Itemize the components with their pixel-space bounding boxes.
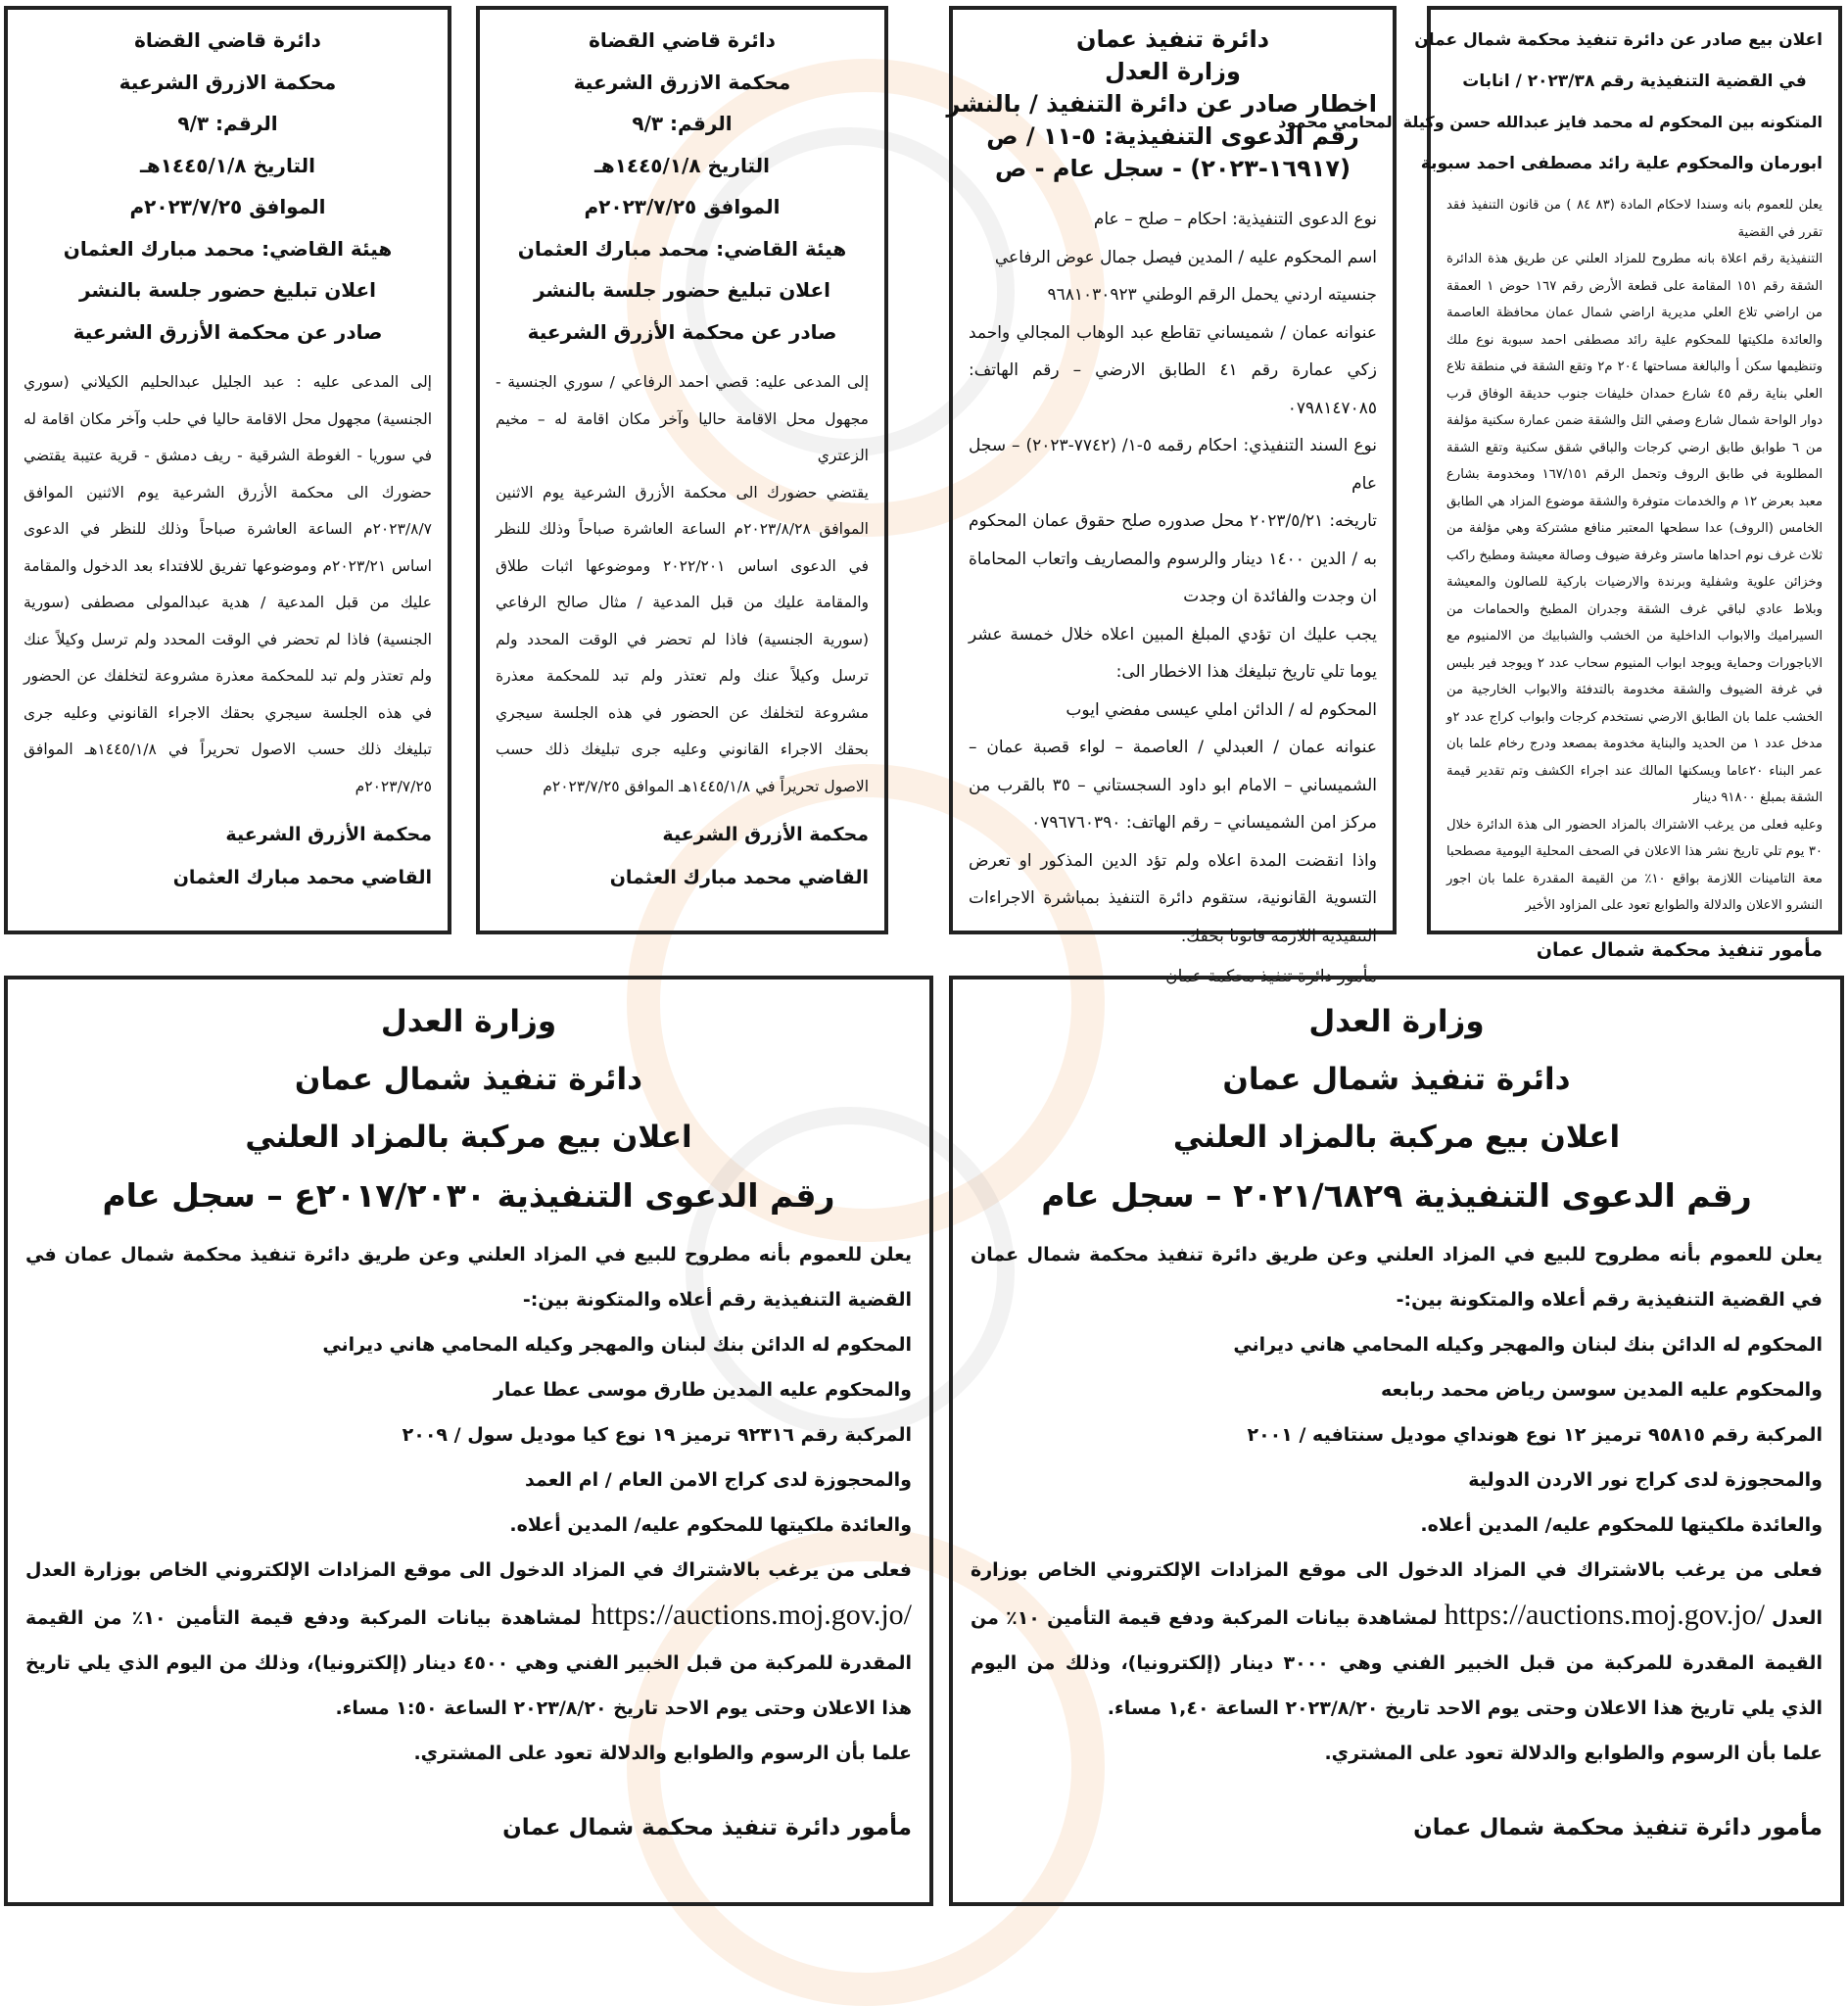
heading-line: (١٦٩١٧-٢٠٢٣) - سجل عام - ص xyxy=(994,155,1351,182)
paragraph: عنوانه عمان / العبدلي / العاصمة – لواء قصبة عمان – الشميساني – الامام ابو داود السجستاني – ٣٥ بالقرب من مركز امن الشميساني – رقم الهاتف: ٠٧٩٦٧٦٠٣٩٠ xyxy=(969,738,1377,833)
paragraph: علما بأن الرسوم والطوابع والدلالة تعود على المشتري. xyxy=(413,1743,912,1764)
paragraph: علما بأن الرسوم والطوابع والدلالة تعود على المشتري. xyxy=(1324,1743,1823,1764)
paragraph: نوع السند التنفيذي: احكام رقمه ٥-١/ (٧٧٤٢-٢٠٢٣) – سجل عام xyxy=(969,436,1377,494)
paragraph: جنسيته اردني يحمل الرقم الوطني ٩٦٨١٠٣٠٩٢٣ xyxy=(1047,285,1377,305)
notice-heading xyxy=(946,24,1377,185)
signature-court: محكمة الأزرق الشرعية xyxy=(225,824,432,845)
paragraph: والعائدة ملكيتها للمحكوم عليه/ المدين أعلاه. xyxy=(1420,1514,1823,1536)
text: لمشاهدة بيانات المركبة ودفع قيمة التأمين ١٠٪ من القيمة المقدرة للمركبة من قبل الخبير الفني وهي ٤٥٠٠ دينار (إلكترونيا)، وذلك من اليوم الذي يلي تاريخ هذا الاعلان وحتى يوم الاحد تاريخ ٢٠٢٣/٨/٢٠ الساعة ١:٥٠ مساء. xyxy=(25,1607,912,1719)
heading-line: التاريخ ١٤٤٥/١/٨هـ xyxy=(593,153,770,177)
paragraph: يعلن للعموم بانه وسندا لاحكام المادة (٨٣ ٨٤ ) من قانون التنفيذ فقد تقرر في القضية xyxy=(1446,198,1823,240)
signature: مأمور تنفيذ محكمة شمال عمان xyxy=(1536,938,1823,961)
heading-line: التاريخ ١٤٤٥/١/٨هـ xyxy=(139,153,315,177)
heading-line: دائرة تنفيذ شمال عمان xyxy=(1222,1062,1571,1097)
heading-line: اعلان تبليغ حضور جلسة بالنشر xyxy=(533,278,830,302)
signature: مأمور دائرة تنفيذ محكمة عمان xyxy=(1165,967,1377,986)
notice-body xyxy=(25,1232,912,1776)
signature-judge: القاضي محمد مبارك العثمان xyxy=(172,867,432,888)
heading-line: اعلان بيع صادر عن دائرة تنفيذ محكمة شمال عمان xyxy=(1414,30,1823,50)
paragraph: المركبة رقم ٩٥٨١٥ ترميز ١٢ نوع هونداي موديل سنتافيه / ٢٠٠١ xyxy=(1247,1424,1823,1446)
heading-line: الرقم: ٩/٣ xyxy=(177,112,278,135)
paragraph: وعليه فعلى من يرغب الاشتراك بالمزاد الحضور الى هذة الدائرة خلال ٣٠ يوم تلي تاريخ نشر هذا الاعلان في الصحف المحلية اليومية مصطحبا معة التامينات اللازمة بواقع ١٠٪ من القيمة المقدرة علما بان اجور النشرو الاعلان والدلالة والطوابع تعود على المزاود الأخير xyxy=(1446,817,1823,913)
notice-body xyxy=(496,364,869,805)
notice-vehicle-auction xyxy=(4,976,933,1906)
signature: مأمور دائرة تنفيذ محكمة شمال عمان xyxy=(502,1815,912,1840)
notice-heading xyxy=(971,993,1823,1224)
heading-line: الموافق ٢٠٢٣/٧/٢٥م xyxy=(129,195,326,218)
auction-url-link[interactable]: https://auctions.moj.gov.jo/ xyxy=(1444,1599,1765,1631)
heading-line: اعلان بيع مركبة بالمزاد العلني xyxy=(245,1120,692,1155)
heading-line: رقم الدعوى التنفيذية ٢٠١٧/٢٠٣٠ع – سجل عام xyxy=(102,1176,835,1215)
heading-line: محكمة الازرق الشرعية xyxy=(573,70,791,94)
paragraph: يعلن للعموم بأنه مطروح للبيع في المزاد العلني وعن طريق دائرة تنفيذ محكمة شمال عمان في القضية التنفيذية رقم أعلاه والمتكونة بين:- xyxy=(971,1244,1823,1311)
heading-line: محكمة الازرق الشرعية xyxy=(118,70,337,94)
heading-line: المتكونه بين المحكوم له محمد فايز عبدالله حسن وكيلة المحامي محمود xyxy=(1278,113,1823,131)
auction-url-link[interactable]: https://auctions.moj.gov.jo/ xyxy=(591,1599,913,1631)
paragraph: إلى المدعى عليه: قصي احمد الرفاعي / سوري الجنسية - مجهول محل الاقامة حاليا وآخر مكان اقامة له – مخيم الزعتري xyxy=(496,373,869,464)
signature-court: محكمة الأزرق الشرعية xyxy=(662,824,869,845)
paragraph: نوع الدعوى التنفيذية: احكام – صلح – عام xyxy=(1093,210,1377,229)
paragraph: اسم المحكوم عليه / المدين فيصل جمال عوض الرفاعي xyxy=(994,247,1377,267)
heading-line: رقم الدعوى التنفيذية ٢٠٢١/٦٨٢٩ – سجل عام xyxy=(1041,1176,1752,1215)
paragraph: يقتضي حضورك الى محكمة الأزرق الشرعية يوم الاثنين الموافق ٢٠٢٣/٨/٢٨م الساعة العاشرة صباحاً وذلك للنظر في الدعوى اساس ٢٠٢٢/٢٠١ وموضوعها اثبات طلاق والمقامة عليك من قبل المدعية / مثال صالح الرفاعي (سورية الجنسية) فاذا لم تحضر في الوقت المحدد ولم ترسل وكيلاً عنك ولم تعتذر ولم تبد للمحكمة معذرة مشروعة لتخلفك عن الحضور في هذه الجلسة سيجري بحقك الاجراء القانوني وعليه جرى تبليغك ذلك حسب الاصول تحريراً في ١٤٤٥/١/٨هـ الموافق ٢٠٢٣/٧/٢٥م xyxy=(496,483,869,795)
heading-line: اعلان بيع مركبة بالمزاد العلني xyxy=(1172,1120,1621,1155)
heading-line: صادر عن محكمة الأزرق الشرعية xyxy=(72,319,383,344)
paragraph: واذا انقضت المدة اعلاه ولم تؤد الدين المذكور او تعرض التسوية القانونية، ستقوم دائرة التنفيذ بمباشرة الاجراءات التنفيذية اللازمة قانونا بحقك. xyxy=(969,850,1377,946)
paragraph: عنوانه عمان / شميساني تقاطع عبد الوهاب المجالي واحمد زكي عمارة رقم ٤١ الطابق الارضي – رقم الهاتف: ٠٧٩٨١٤٧٠٨٥ xyxy=(969,322,1377,418)
notice-heading xyxy=(1278,20,1823,184)
notice-execution-warning xyxy=(946,6,1397,986)
notice-court-summons xyxy=(476,6,888,934)
notice-body xyxy=(1446,192,1823,920)
paragraph: يجب عليك ان تؤدي المبلغ المبين اعلاه خلال خمسة عشر يوما تلي تاريخ تبليغك هذا الاخطار الى: xyxy=(969,624,1377,682)
heading-line: رقم الدعوى التنفيذية: ٥-١١ / ص xyxy=(986,122,1359,150)
heading-line: وزارة العدل xyxy=(1308,1004,1485,1039)
notice-vehicle-auction xyxy=(949,976,1844,1906)
notice-body xyxy=(969,201,1377,955)
notice-apartment-sale xyxy=(1278,6,1842,961)
paragraph: المحكوم له / الدائن املي عيسى مفضي ايوب xyxy=(1066,699,1377,720)
paragraph: إلى المدعى عليه : عبد الجليل عبدالحليم الكيلاني (سوري الجنسية) مجهول محل الاقامة حاليا في حلب وآخر مكان اقامة له في سوريا - الغوطة الشرقية - ريف دمشق - قرية عتيبة يقتضي حضورك الى محكمة الأزرق الشرعية يوم الاثنين الموافق ٢٠٢٣/٨/٧م الساعة العاشرة صباحاً وذلك للنظر في الدعوى اساس ٢٠٢٣/٢١م وموضوعها تفريق للافتداء بعد الدخول والمقامة عليك من قبل المدعية / هدية عبدالمولى مصطفى (سورية الجنسية) فاذا لم تحضر في الوقت المحدد ولم ترسل وكيلاً عنك ولم تعتذر ولم تبد للمحكمة معذرة مشروعة لتخلفك عن الحضور في هذه الجلسة سيجري بحقك الاجراء القانوني وعليه جرى تبليغك ذلك حسب الاصول تحريراً في ١٤٤٥/١/٨هـ الموافق ٢٠٢٣/٧/٢٥م xyxy=(24,373,432,795)
paragraph: والمحجوزة لدى كراج نور الاردن الدولية xyxy=(1468,1469,1823,1491)
heading-line: اعلان تبليغ حضور جلسة بالنشر xyxy=(78,278,376,302)
paragraph: والمحكوم عليه المدين سوسن رياض محمد ربابعه xyxy=(1381,1379,1823,1401)
heading-line: وزارة العدل xyxy=(1105,58,1241,85)
heading-line: دائرة تنفيذ عمان xyxy=(1075,25,1270,53)
heading-line: دائرة تنفيذ شمال عمان xyxy=(294,1062,643,1097)
heading-line: هيئة القاضي: محمد مبارك العثمان xyxy=(517,236,847,261)
heading-line: اخطار صادر عن دائرة التنفيذ / بالنشر xyxy=(946,90,1377,118)
heading-line: ابورمان والمحكوم علية رائد مصطفى احمد سبوبة xyxy=(1420,154,1823,173)
signature: مأمور دائرة تنفيذ محكمة شمال عمان xyxy=(1413,1815,1823,1840)
paragraph: المحكوم له الدائن بنك لبنان والمهجر وكيله المحامي هاني ديراني xyxy=(1233,1334,1823,1356)
notice-heading xyxy=(496,20,869,353)
paragraph xyxy=(971,1548,1823,1731)
heading-line: صادر عن محكمة الأزرق الشرعية xyxy=(527,319,837,344)
heading-line: وزارة العدل xyxy=(380,1004,557,1039)
paragraph: تاريخه: ٢٠٢٣/٥/٢١ محل صدوره صلح حقوق عمان المحكوم به / الدين ١٤٠٠ دينار والرسوم والمصاريف واتعاب المحاماة ان وجدت والفائدة ان وجدت xyxy=(969,511,1378,606)
heading-line: الرقم: ٩/٣ xyxy=(632,112,733,135)
heading-line: الموافق ٢٠٢٣/٧/٢٥م xyxy=(584,195,781,218)
paragraph xyxy=(25,1548,912,1731)
paragraph: المحكوم له الدائن بنك لبنان والمهجر وكيله المحامي هاني ديراني xyxy=(322,1334,912,1356)
notice-heading xyxy=(25,993,912,1224)
heading-line: هيئة القاضي: محمد مبارك العثمان xyxy=(63,236,393,261)
notice-body xyxy=(971,1232,1823,1776)
heading-line: في القضية التنفيذية رقم ٢٠٢٣/٣٨ / انابات xyxy=(1462,72,1807,91)
signature-judge: القاضي محمد مبارك العثمان xyxy=(609,867,869,888)
paragraph: والعائدة ملكيتها للمحكوم عليه/ المدين أعلاه. xyxy=(509,1514,912,1536)
paragraph: يعلن للعموم بأنه مطروح للبيع في المزاد العلني وعن طريق دائرة تنفيذ محكمة شمال عمان في القضية التنفيذية رقم أعلاه والمتكونة بين:- xyxy=(25,1244,912,1311)
paragraph: والمحكوم عليه المدين طارق موسى عطا عمار xyxy=(493,1379,912,1401)
text: فعلى من يرغب بالاشتراك في المزاد الدخول الى موقع المزادات الإلكتروني الخاص بوزارة العدل xyxy=(25,1559,912,1581)
notice-heading xyxy=(24,20,432,353)
notice-court-summons xyxy=(4,6,451,934)
heading-line: دائرة قاضي القضاة xyxy=(589,28,776,52)
signature xyxy=(496,813,869,899)
text: لمشاهدة بيانات المركبة ودفع قيمة التأمين ١٠٪ من القيمة المقدرة للمركبة من قبل الخبير الفني وهي ٣٠٠٠ دينار (إلكترونيا)، وذلك من اليوم الذي يلي تاريخ هذا الاعلان وحتى يوم الاحد تاريخ ٢٠٢٣/٨/٢٠ الساعة ١,٤٠ مساء. xyxy=(971,1607,1823,1719)
paragraph: المركبة رقم ٩٢٣١٦ ترميز ١٩ نوع كيا موديل سول / ٢٠٠٩ xyxy=(402,1424,912,1446)
text: فعلى من يرغب بالاشتراك في المزاد الدخول الى موقع المزادات الإلكتروني الخاص بوزارة العدل xyxy=(971,1559,1823,1629)
notice-body xyxy=(24,364,432,805)
paragraph: والمحجوزة لدى كراج الامن العام / ام العمد xyxy=(525,1469,912,1491)
paragraph: التنفيذية رقم اعلاة بانه مطروح للمزاد العلني عن طريق هذة الدائرة الشقة رقم ١٥١ المقامة على قطعة الأرض رقم ١٦٧ حوض ١ العمقة من اراضي تلاع العلي مديرية اراضي شمال عمان محافظة العاصمة والعائدة ملكيتها للمحكوم علية رائد مصطفى احمد سبوبة نوع ملك وتنظيمها سكن أ والبالغة مساحتها ٢٠٤ م٢ وتقع الشقة في منطقة تلاع العلي بناية رقم ٤٥ شارع حمدان خليفات جنوب حديقة الوفاق قرب دوار الواحة شمال شارع وصفي التل والشقة ضمن عمارة سكنية مؤلفة من ٦ طوابق طابق ارضي كرجات والباقي شقق سكنية وتقع الشقة المطلوبة في طابق الروف وتحمل الرقم ١٦٧/١٥١ ومخدومة بشارع معبد بعرض ١٢ م والخدمات متوفرة والشقة موضوع المزاد هي الطابق الخامس (الروف) عدا سطحها المعتبر منافع مشتركة وهي مؤلفة من ثلاث غرف نوم احداها ماستر وغرفة ضيوف وصالة معيشة ومطبخ راكب وخزائن علوية وشفلية وبرندة والارضيات باركية للصالون والمعيشة وبلاط عادي لباقي غرف الشقة وجدران المطبخ والحمامات من السيراميك والابواب الداخلية من الخشب والشبابيك من الالمنيوم مع الاباجورات وحماية ويوجد ابواب المنيوم سحاب عدد ٢ ويوجد فير بليس في غرفة الضيوف والشقة مخدومة بالتدفئة والابواب الخارجية من الخشب علما بان الطابق الارضي نستخدم كرجات وابواب كراج عدد ٢و مدخل عدد ١ من الحديد والبناية مخدومة بمصعد ودرج رخام علما بان عمر البناء ٢٠عاما ويسكنها المالك عند اجراء الكشف وتم تقدير قيمة الشقة بمبلغ ٩١٨٠٠ دينار xyxy=(1446,252,1824,805)
signature xyxy=(24,813,432,899)
heading-line: دائرة قاضي القضاة xyxy=(134,28,321,52)
